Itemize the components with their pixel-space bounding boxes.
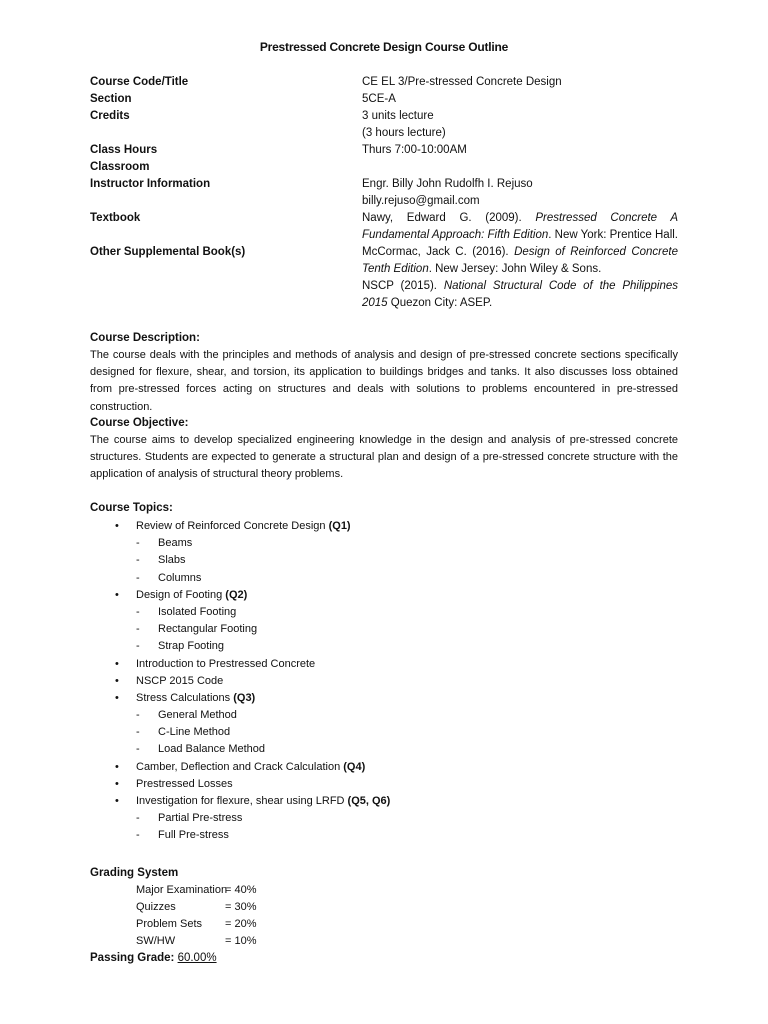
course-topics-list bbox=[90, 518, 690, 845]
classroom-label: Classroom bbox=[90, 161, 150, 173]
instructor-label: Instructor Information bbox=[90, 178, 211, 190]
dash-icon: - bbox=[136, 726, 140, 739]
document-title: Prestressed Concrete Design Course Outline bbox=[259, 40, 509, 54]
bullet-icon: • bbox=[115, 657, 119, 670]
topic-item bbox=[90, 587, 690, 604]
course-objective-heading: Course Objective: bbox=[90, 417, 189, 429]
supplemental-book-1 bbox=[362, 244, 678, 278]
topic-name: Design of Footing bbox=[136, 588, 226, 601]
textbook-publisher: . New York: Prentice Hall. bbox=[548, 229, 679, 241]
topic-item bbox=[90, 759, 690, 776]
topic-label bbox=[136, 690, 255, 707]
bullet-icon: • bbox=[115, 674, 119, 687]
supplemental-books-label: Other Supplemental Book(s) bbox=[90, 246, 246, 258]
dash-icon: - bbox=[136, 554, 140, 567]
subtopic-item bbox=[90, 535, 690, 552]
instructor-value bbox=[362, 176, 678, 210]
subtopic-item bbox=[90, 724, 690, 741]
class-hours-label: Class Hours bbox=[90, 144, 158, 156]
dash-icon: - bbox=[136, 829, 140, 842]
dash-icon: - bbox=[136, 640, 140, 653]
section-value: 5CE-A bbox=[362, 93, 396, 105]
subtopic-label: Beams bbox=[158, 537, 193, 550]
textbook-author: Nawy, Edward G. (2009). bbox=[362, 212, 536, 224]
dash-icon: - bbox=[136, 537, 140, 550]
topic-quiz-tag: (Q4) bbox=[343, 760, 366, 773]
topic-label bbox=[136, 587, 247, 604]
subtopic-item bbox=[90, 604, 690, 621]
topic-item bbox=[90, 673, 690, 690]
subtopic-item bbox=[90, 810, 690, 827]
topic-item bbox=[90, 656, 690, 673]
subtopic-item bbox=[90, 638, 690, 655]
grading-row bbox=[90, 882, 390, 899]
topic-quiz-tag: (Q2) bbox=[225, 588, 248, 601]
credits-hours: (3 hours lecture) bbox=[362, 127, 446, 139]
grading-weight: = 10% bbox=[225, 935, 257, 947]
subtopic-label: Full Pre-stress bbox=[158, 829, 229, 842]
bullet-icon: • bbox=[115, 777, 119, 790]
grading-component: Problem Sets bbox=[136, 918, 203, 930]
topic-quiz-tag: (Q1) bbox=[328, 520, 351, 532]
subtopic-item bbox=[90, 741, 690, 758]
dash-icon: - bbox=[136, 623, 140, 636]
grading-weight: = 40% bbox=[225, 884, 257, 896]
topic-name: Stress Calculations bbox=[136, 691, 234, 704]
supplemental-book-2 bbox=[362, 278, 678, 312]
grading-weight: = 30% bbox=[225, 901, 257, 913]
course-description-text: The course deals with the principles and methods of analysis and design of pre-stressed concrete sections specifically designed for flexure, shear, and torsion, its application to buildings bridges and tanks. It also discusses loss obtained from pre-stressed forces acting on structures and deals with solutions to problems encountered in pre-stressed construction. bbox=[90, 349, 678, 413]
topic-item bbox=[90, 776, 690, 793]
topic-label bbox=[136, 776, 233, 793]
topic-item bbox=[90, 518, 690, 535]
topic-name: Introduction to Prestressed Concrete bbox=[136, 657, 316, 670]
passing-grade-label: Passing Grade: bbox=[90, 952, 178, 964]
dash-icon: - bbox=[136, 605, 140, 618]
subtopic-item bbox=[90, 552, 690, 569]
topic-label bbox=[136, 793, 390, 810]
grading-component: Major Examination bbox=[136, 884, 228, 896]
grading-system-heading: Grading System bbox=[90, 867, 179, 879]
textbook-label: Textbook bbox=[90, 212, 141, 224]
supp1-publisher: . New Jersey: John Wiley & Sons. bbox=[428, 263, 602, 275]
topic-item bbox=[90, 793, 690, 810]
subtopic-label: General Method bbox=[158, 709, 237, 722]
course-objective-text: The course aims to develop specialized engineering knowledge in the design and analysis of pre-stressed concrete structures. Students are expected to generate a structural plan and design of a pre-stressed concrete structure with the application of analysis of structural theory problems. bbox=[90, 434, 678, 481]
bullet-icon: • bbox=[115, 520, 119, 532]
instructor-name: Engr. Billy John Rudolfh I. Rejuso bbox=[362, 178, 533, 190]
dash-icon: - bbox=[136, 743, 140, 756]
supp2-publisher: Quezon City: ASEP. bbox=[387, 297, 493, 309]
bullet-icon: • bbox=[115, 691, 119, 704]
passing-grade-value: 60.00% bbox=[177, 952, 217, 964]
credits-units: 3 units lecture bbox=[362, 110, 434, 122]
topic-name: Prestressed Losses bbox=[136, 777, 233, 790]
topic-label bbox=[136, 656, 315, 673]
section-label: Section bbox=[90, 93, 132, 105]
subtopic-item bbox=[90, 621, 690, 638]
topic-name: Camber, Deflection and Crack Calculation bbox=[136, 760, 344, 773]
subtopic-label: Partial Pre-stress bbox=[158, 812, 243, 825]
credits-value bbox=[362, 108, 678, 142]
subtopic-label: Columns bbox=[158, 571, 202, 584]
supp1-title: Design of Reinforced Concrete Tenth Edition bbox=[362, 246, 678, 275]
subtopic-label: Load Balance Method bbox=[158, 743, 266, 756]
topic-name: Investigation for flexure, shear using LRFD bbox=[136, 795, 348, 807]
grading-component: Quizzes bbox=[136, 901, 176, 913]
grading-row bbox=[90, 916, 390, 933]
topic-name: NSCP 2015 Code bbox=[136, 674, 224, 687]
grading-weight: = 20% bbox=[225, 918, 257, 930]
topic-name: Review of Reinforced Concrete Design bbox=[136, 520, 329, 532]
course-code-value: CE EL 3/Pre-stressed Concrete Design bbox=[362, 76, 562, 88]
topic-quiz-tag: (Q3) bbox=[233, 691, 256, 704]
dash-icon: - bbox=[136, 812, 140, 825]
supp2-title: National Structural Code of the Philippines 2015 bbox=[362, 280, 678, 309]
subtopic-label: Isolated Footing bbox=[158, 605, 237, 618]
bullet-icon: • bbox=[115, 588, 119, 601]
topic-label bbox=[136, 673, 223, 690]
subtopic-label: Slabs bbox=[158, 554, 186, 567]
bullet-icon: • bbox=[115, 760, 119, 773]
textbook-value bbox=[362, 210, 678, 244]
credits-label: Credits bbox=[90, 110, 130, 122]
subtopic-label: C-Line Method bbox=[158, 726, 231, 739]
passing-grade bbox=[90, 950, 217, 967]
grading-table bbox=[90, 882, 390, 950]
topic-item bbox=[90, 690, 690, 707]
topic-quiz-tag: (Q5, Q6) bbox=[347, 795, 391, 807]
subtopic-item bbox=[90, 707, 690, 724]
topic-label bbox=[136, 759, 365, 776]
class-hours-value: Thurs 7:00-10:00AM bbox=[362, 144, 467, 156]
subtopic-label: Rectangular Footing bbox=[158, 623, 258, 636]
subtopic-label: Strap Footing bbox=[158, 640, 225, 653]
textbook-title: Prestressed Concrete A Fundamental Approach: Fifth Edition bbox=[362, 212, 678, 241]
subtopic-item bbox=[90, 570, 690, 587]
topic-label bbox=[136, 518, 351, 535]
supp2-author: NSCP (2015). bbox=[362, 280, 444, 292]
grading-component: SW/HW bbox=[136, 935, 176, 947]
bullet-icon: • bbox=[115, 795, 119, 807]
supp1-author: McCormac, Jack C. (2016). bbox=[362, 246, 515, 258]
subtopic-item bbox=[90, 827, 690, 844]
dash-icon: - bbox=[136, 571, 140, 584]
dash-icon: - bbox=[136, 709, 140, 722]
course-topics-heading: Course Topics: bbox=[90, 502, 173, 514]
instructor-email[interactable]: billy.rejuso@gmail.com bbox=[362, 195, 480, 207]
course-description-heading: Course Description: bbox=[90, 332, 200, 344]
grading-row bbox=[90, 933, 390, 950]
grading-row bbox=[90, 899, 390, 916]
course-code-label: Course Code/Title bbox=[90, 76, 189, 88]
